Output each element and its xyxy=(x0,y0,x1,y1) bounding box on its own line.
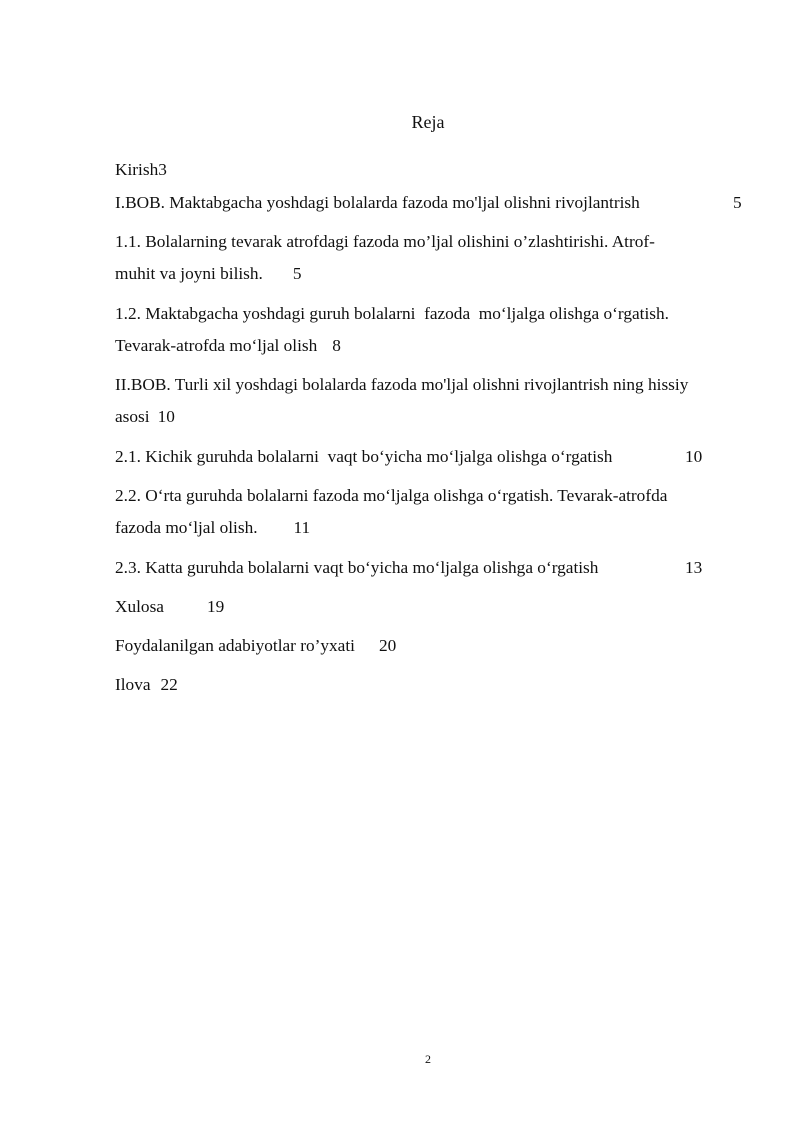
toc-entry-2-1: 2.1. Kichik guruhda bolalarni vaqt bo‘yicha mo‘ljalga olishga o‘rgatish xyxy=(115,447,613,466)
toc-entry-label: I.BOB. Maktabgacha yoshdagi bolalarda fazoda mo'ljal olishni rivojlantrish xyxy=(115,193,640,212)
toc-entry-bob2-line1: II.BOB. Turli xil yoshdagi bolalarda fazoda mo'ljal olishni rivojlantrish ning hissiy xyxy=(115,375,689,394)
toc-entry-label: Xulosa xyxy=(115,597,164,616)
toc-entry-page: 10 xyxy=(685,447,703,466)
toc-entry-1-2-line2 xyxy=(115,334,341,358)
toc-entry-label: Kirish xyxy=(115,160,159,179)
toc-entry-page: 13 xyxy=(685,558,703,577)
toc-entry-2-2-line1: 2.2. O‘rta guruhda bolalarni fazoda mo‘ljalga olishga o‘rgatish. Tevarak-atrofda xyxy=(115,486,668,505)
toc-entry-label: Foydalanilgan adabiyotlar ro’yxati xyxy=(115,636,355,655)
toc-entry-page: 19 xyxy=(206,597,225,616)
toc-entry-1-1-line1: 1.1. Bolalarning tevarak atrofdagi fazoda mo’ljal olishini o’zlashtirishi. Atrof- xyxy=(115,232,655,251)
toc-entry-label: fazoda mo‘ljal olish. xyxy=(115,518,258,537)
page-title: Reja xyxy=(411,112,445,132)
toc-entry-1-1-line2 xyxy=(115,262,302,286)
toc-entry-2-3: 2.3. Katta guruhda bolalarni vaqt bo‘yicha mo‘ljalga olishga o‘rgatish xyxy=(115,558,599,577)
toc-entry-page: 8 xyxy=(332,336,341,355)
toc-entry-bob1 xyxy=(115,191,640,215)
toc-entry-page: 11 xyxy=(293,518,311,537)
toc-entry-1-2-line1: 1.2. Maktabgacha yoshdagi guruh bolalarni fazoda mo‘ljalga olishga o‘rgatish. xyxy=(115,304,669,323)
toc-entry-ilova xyxy=(115,673,178,697)
toc-entry-label: asosi xyxy=(115,407,150,426)
toc-entry-page: 20 xyxy=(378,636,397,655)
toc-entry-page: 5 xyxy=(733,193,742,212)
toc-entry-page: 5 xyxy=(292,264,302,283)
toc-entry-xulosa xyxy=(115,595,224,619)
toc-entry-kirish xyxy=(115,158,167,182)
toc-entry-adabiyotlar xyxy=(115,634,396,658)
page-number: 2 xyxy=(425,1052,431,1066)
toc-entry-label: Tevarak-atrofda mo‘ljal olish xyxy=(115,336,318,355)
toc-entry-bob2-line2 xyxy=(115,405,175,429)
toc-entry-page: 22 xyxy=(160,675,178,694)
toc-entry-label: muhit va joyni bilish. xyxy=(115,264,263,283)
toc-entry-label: Ilova xyxy=(115,675,151,694)
toc-entry-page: 3 xyxy=(158,160,167,179)
toc-entry-2-2-line2 xyxy=(115,516,310,540)
toc-entry-page: 10 xyxy=(157,407,175,426)
